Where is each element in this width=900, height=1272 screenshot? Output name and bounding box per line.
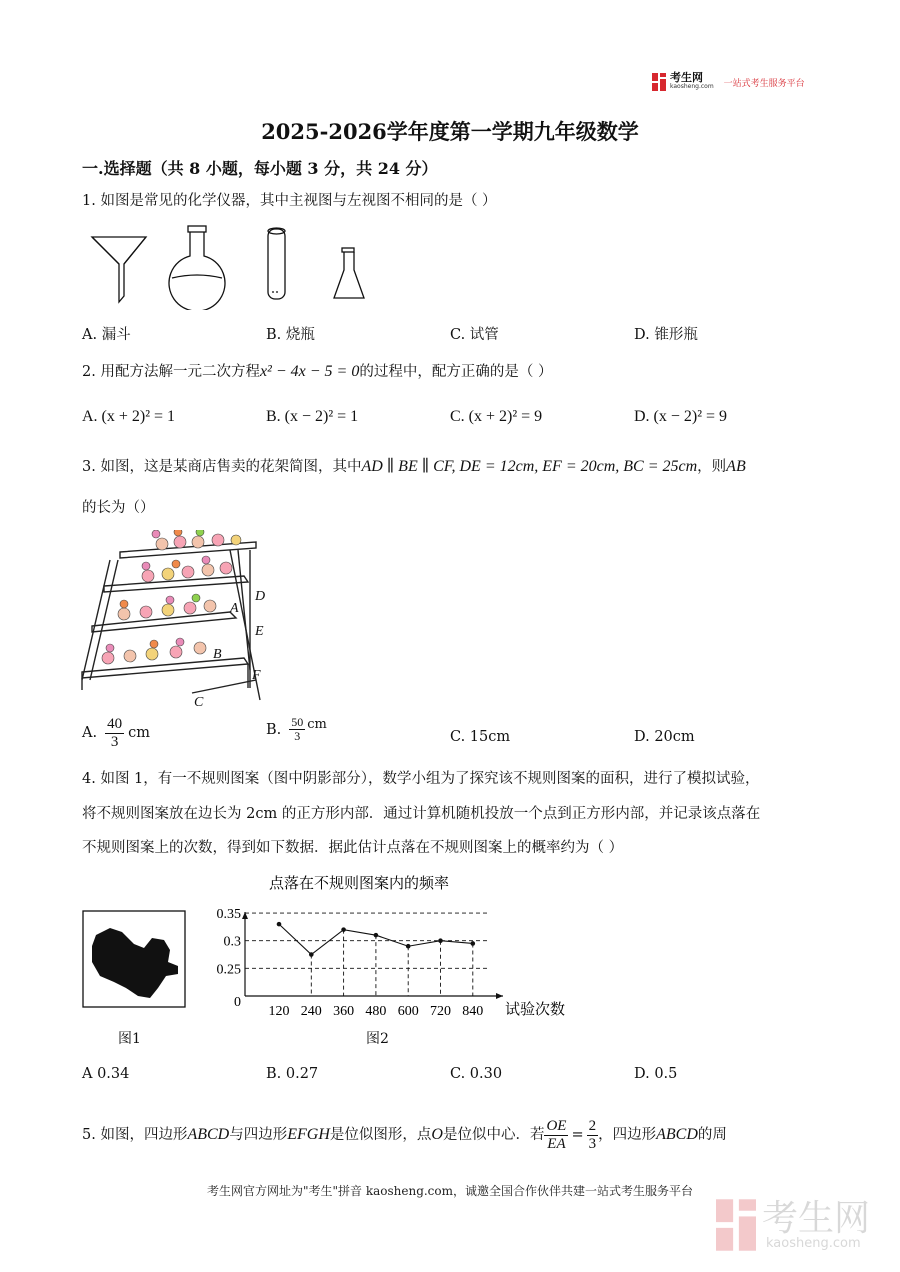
fig2-caption: 图2 xyxy=(366,1031,389,1047)
label-a: A xyxy=(230,601,239,616)
y-tick-label: 0.25 xyxy=(216,962,241,978)
q1-stem: 1. 如图是常见的化学仪器，其中主视图与左视图不相同的是（ ） xyxy=(82,193,497,209)
x-tick-label: 480 xyxy=(365,1004,387,1019)
label-e: E xyxy=(255,624,264,639)
x-tick-label: 240 xyxy=(300,1004,322,1019)
q1-instruments-figure xyxy=(84,224,394,310)
origin-label: 0 xyxy=(234,995,241,1010)
logo-en: kaosheng.com xyxy=(670,83,714,90)
q1-option-d: D. 锥形瓶 xyxy=(634,327,698,343)
q2-option-d: D. (x − 2)² = 9 xyxy=(634,408,728,425)
q3-stem-pre: 3. 如图，这是某商店售卖的花架简图，其中 xyxy=(82,459,362,475)
q4-line1: 4. 如图 1，有一不规则图案（图中阴影部分），数学小组为了探究该不规则图案的面积，进行了模拟试验， xyxy=(82,771,760,787)
q4-option-b: B. 0.27 xyxy=(266,1066,319,1082)
x-tick-label: 120 xyxy=(268,1004,290,1019)
q2-stem-post: 的过程中，配方正确的是（ ） xyxy=(359,364,553,380)
y-tick-label: 0.35 xyxy=(216,907,241,923)
q1-option-c: C. 试管 xyxy=(450,327,499,343)
data-point xyxy=(341,927,346,932)
label-f: F xyxy=(252,668,261,683)
watermark xyxy=(716,1196,870,1254)
x-tick-label: 840 xyxy=(462,1004,484,1019)
q4-line3: 不规则图案上的次数，得到如下数据．据此估计点落在不规则图案上的概率约为（ ） xyxy=(82,840,624,856)
q2-option-b: B. (x − 2)² = 1 xyxy=(266,408,359,425)
section-heading: 一.选择题（共 8 小题，每小题 3 分，共 24 分） xyxy=(82,159,438,178)
q5-fraction-oe-ea: $\frac{OE}{EA}$ xyxy=(546,1118,567,1152)
q1-option-b: B. 烧瓶 xyxy=(266,327,315,343)
q2-option-c: C. (x + 2)² = 9 xyxy=(450,408,543,425)
q3-target: AB xyxy=(726,458,746,475)
x-tick-label: 360 xyxy=(333,1004,355,1019)
q2-stem xyxy=(82,362,552,382)
chart-title: 点落在不规则图案内的频率 xyxy=(269,876,450,892)
q3-option-c: C. 15cm xyxy=(450,729,511,745)
data-point xyxy=(438,938,443,943)
watermark-cn: 考生网 xyxy=(762,1197,871,1239)
q3-a-fraction: $\frac{40}{3}$ xyxy=(107,716,123,750)
data-point xyxy=(309,952,314,957)
x-tick-label: 600 xyxy=(397,1004,419,1019)
q1-option-a: A. 漏斗 xyxy=(82,327,131,343)
q4-fig1-irregular-shape xyxy=(82,910,186,1008)
q3-option-a: A. $\frac{40}{3}$ cm xyxy=(82,716,150,750)
q4-line2: 将不规则图案放在边长为 2cm 的正方形内部．通过计算机随机投放一个点到正方形内部，并记录该点落在 xyxy=(82,806,761,822)
watermark-en: kaosheng.com xyxy=(766,1235,861,1251)
fig1-caption: 图1 xyxy=(118,1031,141,1047)
data-point xyxy=(406,944,411,949)
q3-stem-mid: ，则 xyxy=(697,459,727,475)
q3-b-fraction: $\frac{50}{3}$ xyxy=(291,715,304,744)
q4-option-a: A 0.34 xyxy=(82,1066,130,1082)
page-footer: 考生网官方网址为"考生"拼音 kaosheng.com，诚邀全国合作伙伴共建一站式考生服务平台 xyxy=(206,1184,694,1198)
data-point xyxy=(277,922,282,927)
page-title: 2025-2026学年度第一学期九年级数学 xyxy=(261,119,639,144)
funnel-icon xyxy=(92,237,146,302)
x-tick-label: 720 xyxy=(430,1004,451,1019)
label-d: D xyxy=(255,589,266,604)
logo-cn: 考生网 xyxy=(670,71,703,84)
header-logo xyxy=(652,72,805,92)
watermark-logo-icon xyxy=(716,1196,756,1254)
y-tick-label: 0.3 xyxy=(223,934,241,950)
data-point xyxy=(374,933,379,938)
q3-stem xyxy=(82,457,746,477)
x-axis-arrow xyxy=(496,993,503,999)
label-b: B xyxy=(213,647,222,662)
data-point xyxy=(471,941,476,946)
kaosheng-logo-icon xyxy=(652,73,666,91)
q3-flower-rack-figure xyxy=(80,530,280,712)
q2-equation: x² − 4x − 5 = 0 xyxy=(259,363,360,380)
conical-flask-icon xyxy=(334,248,364,298)
test-tube-icon xyxy=(268,228,285,299)
q3-stem-line2: 的长为（） xyxy=(82,500,155,516)
q2-stem-pre: 2. 用配方法解一元二次方程 xyxy=(82,364,260,380)
q4-option-c: C. 0.30 xyxy=(450,1066,503,1082)
q3-option-d: D. 20cm xyxy=(634,729,695,745)
label-c: C xyxy=(194,695,204,710)
logo-slogan: 一站式考生服务平台 xyxy=(723,78,805,89)
q3-condition: AD ∥ BE ∥ CF, DE = 12cm, EF = 20cm, BC = 25cm xyxy=(361,458,698,475)
x-axis-label: 试验次数 xyxy=(505,1002,566,1018)
q4-fig2-frequency-chart xyxy=(205,872,595,1022)
q5-stem: 5. 如图，四边形 ABCD 与四边形 EFGH 是位似图形，点 O 是位似中心．若 $\frac{OE}{EA}$ = $\frac{2}{3}$ ，四边形 ABCD 的周 xyxy=(82,1118,727,1152)
q2-option-a: A. (x + 2)² = 1 xyxy=(82,408,176,425)
q5-fraction-2-3: $\frac{2}{3}$ xyxy=(588,1118,597,1152)
flask-round-icon xyxy=(169,226,225,310)
q4-option-d: D. 0.5 xyxy=(634,1066,678,1082)
q3-option-b: B. $\frac{50}{3}$ cm xyxy=(266,715,327,744)
